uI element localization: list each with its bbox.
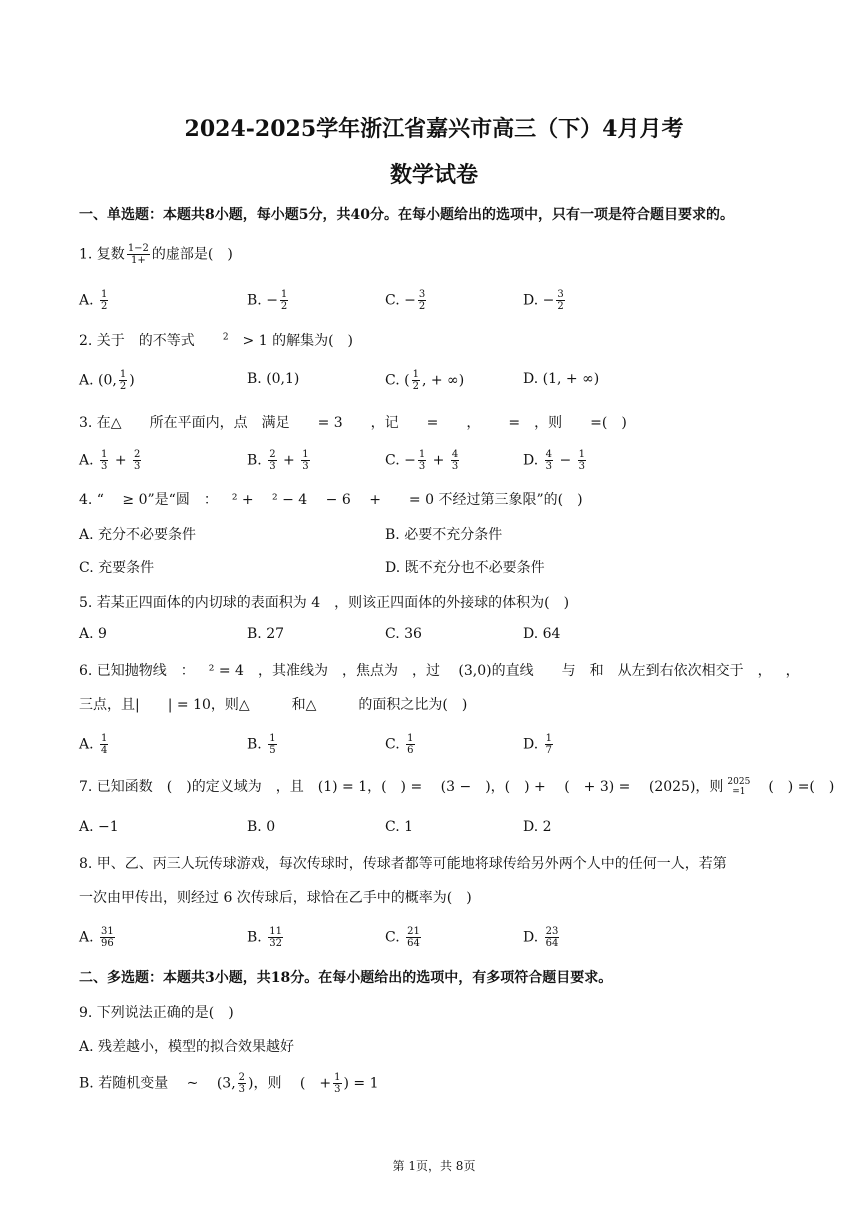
- q3a-frac1: [100, 449, 108, 472]
- q3b-d2: 3: [302, 461, 309, 472]
- question-2-option-a: [79, 369, 135, 392]
- q1b-num: 1: [280, 289, 288, 300]
- q3d-mid: −: [555, 452, 576, 469]
- q1b-pre: B. −: [247, 292, 278, 309]
- question-2-option-b: B. (0,1): [247, 371, 300, 387]
- question-5-option-b: B. 27: [247, 626, 285, 642]
- question-4-stem: 4. “ ≥ 0”是“圆 ： ² + ² − 4 − 6 + = 0 不经过第三象限”的( ): [79, 492, 583, 508]
- q1-frac-den: 1+: [130, 255, 146, 266]
- q9b-pre: B. 若随机变量 ~ (3,: [79, 1075, 236, 1092]
- q8d-pre: D.: [523, 929, 543, 946]
- q2a-den: 2: [119, 381, 127, 392]
- question-3-stem: 3. 在△ 所在平面内，点 满足 = 3 ，记 = ， = ，则 =( ): [79, 415, 627, 431]
- q3b-frac2: [301, 449, 309, 472]
- question-4-option-b: B. 必要不充分条件: [385, 527, 503, 543]
- question-5-option-a: A. 9: [79, 626, 107, 642]
- q3a-mid: +: [110, 452, 132, 469]
- q3d-frac1: [545, 449, 553, 472]
- q1-post: 的虚部是( ): [151, 246, 233, 263]
- q8b-frac: [268, 926, 283, 949]
- q9b-frac1: [238, 1072, 246, 1095]
- q6a-frac: [100, 733, 108, 756]
- q8d-num: 23: [545, 926, 559, 937]
- q8a-pre: A.: [79, 929, 99, 946]
- q1c-den: 2: [418, 301, 426, 312]
- q3a-n1: 1: [101, 449, 108, 460]
- question-5-option-d: D. 64: [523, 626, 561, 642]
- question-6-option-a: [79, 733, 110, 756]
- q2c-den: 2: [412, 381, 419, 392]
- q6a-pre: A.: [79, 736, 99, 753]
- q2a-num: 1: [119, 369, 127, 380]
- q3c-pre: C. −: [385, 452, 416, 469]
- q3b-mid: +: [278, 452, 300, 469]
- question-3-option-a: [79, 449, 143, 472]
- q9b-n2: 1: [334, 1072, 341, 1083]
- question-7-stem: [79, 776, 834, 797]
- question-6-stem-line1: 6. 已知抛物线 ： ² = 4 ，其准线为 ，焦点为 ，过 (3,0)的直线 与 和 从左到右依次相交于 ， ，: [79, 663, 800, 679]
- q9b-post: ) = 1: [343, 1075, 379, 1092]
- question-2-stem: [79, 330, 353, 350]
- question-6-option-d: [523, 733, 555, 756]
- question-4-option-c: C. 充要条件: [79, 560, 155, 576]
- question-6-stem-line2: 三点，且| | = 10，则△ 和△ 的面积之比为( ): [79, 697, 468, 713]
- question-8-stem-line2: 一次由甲传出，则经过 6 次传球后，球恰在乙手中的概率为( ): [79, 890, 472, 906]
- q3d-frac2: [578, 449, 586, 472]
- q8c-pre: C.: [385, 929, 405, 946]
- q6d-frac: [545, 733, 553, 756]
- q9b-d2: 3: [334, 1084, 341, 1095]
- question-9-stem: 9. 下列说法正确的是( ): [79, 1005, 234, 1021]
- q2-post: > 1 的解集为( ): [228, 333, 354, 349]
- q3b-pre: B.: [247, 452, 267, 469]
- q7-pre: 7. 已知函数 ( )的定义域为 ，且 (1) = 1，( ) = (3 − )，( ) + ( + 3) = (2025)，则: [79, 779, 724, 795]
- q6b-pre: B.: [247, 736, 267, 753]
- question-9-option-a: A. 残差越小，模型的拟合效果越好: [79, 1039, 295, 1055]
- question-1-option-c: [385, 289, 428, 312]
- question-6-option-b: [247, 733, 279, 756]
- section-single-choice-heading: 一、单选题：本题共8小题，每小题5分，共40分。在每小题给出的选项中，只有一项是符合题目要求的。: [79, 207, 734, 223]
- section-multiple-choice-heading: 二、多选题：本题共3小题，共18分。在每小题给出的选项中，有多项符合题目要求。: [79, 970, 613, 986]
- q7-sum-bot: =1: [732, 787, 746, 797]
- q1d-frac: [556, 289, 564, 312]
- q8c-frac: [406, 926, 421, 949]
- question-7-option-a: A. −1: [79, 819, 119, 835]
- q6c-frac: [406, 733, 414, 756]
- q9b-frac2: [333, 1072, 341, 1095]
- question-3-option-c: [385, 449, 461, 472]
- q2a-pre: A. (0,: [79, 372, 117, 389]
- q3a-d2: 3: [134, 461, 141, 472]
- q1d-den: 2: [557, 301, 564, 312]
- q2a-post: ): [129, 372, 135, 389]
- q8b-den: 32: [269, 938, 282, 949]
- question-1-stem: [79, 243, 233, 266]
- q9b-n1: 2: [238, 1072, 246, 1083]
- q1a-den: 2: [101, 301, 108, 312]
- q3c-frac2: [451, 449, 459, 472]
- q3c-frac1: [418, 449, 426, 472]
- q3b-n2: 1: [302, 449, 309, 460]
- q7-summation: [727, 777, 750, 797]
- q8b-pre: B.: [247, 929, 267, 946]
- q8d-den: 64: [545, 938, 559, 949]
- q3a-pre: A.: [79, 452, 99, 469]
- question-4-option-a: A. 充分不必要条件: [79, 527, 197, 543]
- q8d-frac: [545, 926, 560, 949]
- q8a-den: 96: [101, 938, 114, 949]
- q2c-frac: [412, 369, 420, 392]
- q3b-n1: 2: [269, 449, 276, 460]
- q6a-den: 4: [101, 745, 108, 756]
- question-3-option-b: [247, 449, 312, 472]
- q7-sum-top: 2025: [727, 777, 751, 787]
- q3d-pre: D.: [523, 452, 543, 469]
- question-8-option-a: [79, 926, 117, 949]
- question-4-option-d: D. 既不充分也不必要条件: [385, 560, 545, 576]
- q6a-num: 1: [101, 733, 108, 744]
- q8a-frac: [100, 926, 115, 949]
- q3d-n2: 1: [578, 449, 586, 460]
- q8b-num: 11: [269, 926, 282, 937]
- q3c-n2: 4: [451, 449, 459, 460]
- question-8-option-d: [523, 926, 561, 949]
- q9b-d1: 3: [238, 1084, 246, 1095]
- question-1-option-a: [79, 289, 110, 312]
- q3a-d1: 3: [101, 461, 108, 472]
- question-5-option-c: C. 36: [385, 626, 422, 642]
- q9b-mid: )，则 ( +: [248, 1075, 332, 1092]
- q2c-post: , + ∞): [421, 372, 465, 389]
- question-9-option-b: [79, 1072, 379, 1095]
- q6c-den: 6: [407, 745, 414, 756]
- question-1-option-d: [523, 289, 567, 312]
- q8a-num: 31: [101, 926, 114, 937]
- q2-sup: 2: [222, 332, 229, 343]
- question-7-option-c: C. 1: [385, 819, 414, 835]
- q1a-frac: [100, 289, 108, 312]
- question-8-stem-line1: 8. 甲、乙、丙三人玩传球游戏，每次传球时，传球者都等可能地将球传给另外两个人中的任何一人，若第: [79, 856, 727, 872]
- q2-pre: 2. 关于 的不等式: [79, 333, 223, 349]
- q2a-frac: [119, 369, 127, 392]
- q6c-num: 1: [407, 733, 414, 744]
- q3d-n1: 4: [545, 449, 553, 460]
- q1b-frac: [280, 289, 288, 312]
- q6c-pre: C.: [385, 736, 405, 753]
- q1-pre: 1. 复数: [79, 246, 125, 263]
- page-footer: 第 1页，共 8页: [392, 1159, 476, 1173]
- q6b-den: 5: [269, 745, 276, 756]
- q8c-den: 64: [407, 938, 420, 949]
- q6d-pre: D.: [523, 736, 543, 753]
- question-7-option-d: D. 2: [523, 819, 552, 835]
- q1c-pre: C. −: [385, 292, 416, 309]
- q1-fraction: [127, 243, 150, 266]
- q3c-d2: 3: [451, 461, 459, 472]
- q3c-d1: 3: [418, 461, 426, 472]
- q6d-den: 7: [545, 745, 553, 756]
- q6b-frac: [268, 733, 276, 756]
- q1a-pre: A.: [79, 292, 99, 309]
- q3a-n2: 2: [134, 449, 141, 460]
- q6b-num: 1: [269, 733, 276, 744]
- q3d-d2: 3: [578, 461, 586, 472]
- q7-post: ( ) =( ): [754, 779, 835, 795]
- q1c-frac: [418, 289, 426, 312]
- question-8-option-c: [385, 926, 423, 949]
- question-3-option-d: [523, 449, 588, 472]
- q8c-num: 21: [407, 926, 420, 937]
- question-8-option-b: [247, 926, 285, 949]
- question-6-option-c: [385, 733, 417, 756]
- question-2-option-d: D. (1, + ∞): [523, 371, 600, 387]
- q1d-pre: D. −: [523, 292, 555, 309]
- q1c-num: 3: [418, 289, 426, 300]
- question-5-stem: 5. 若某正四面体的内切球的表面积为 4 ，则该正四面体的外接球的体积为( ): [79, 595, 570, 611]
- q3c-n1: 1: [418, 449, 426, 460]
- question-1-option-b: [247, 289, 290, 312]
- q3c-mid: +: [428, 452, 449, 469]
- q2c-num: 1: [412, 369, 419, 380]
- q3b-d1: 3: [269, 461, 276, 472]
- question-7-option-b: B. 0: [247, 819, 276, 835]
- q2c-pre: C. (: [385, 372, 410, 389]
- exam-title: 2024-2025学年浙江省嘉兴市高三（下）4月月考: [184, 116, 684, 142]
- q3d-d1: 3: [545, 461, 553, 472]
- q1a-num: 1: [101, 289, 108, 300]
- q3b-frac1: [268, 449, 276, 472]
- q1-frac-num: 1−2: [127, 243, 149, 254]
- exam-subtitle: 数学试卷: [389, 162, 478, 188]
- q6d-num: 1: [545, 733, 553, 744]
- q3a-frac2: [133, 449, 141, 472]
- question-2-option-c: [385, 369, 464, 392]
- q1d-num: 3: [557, 289, 564, 300]
- q1b-den: 2: [280, 301, 288, 312]
